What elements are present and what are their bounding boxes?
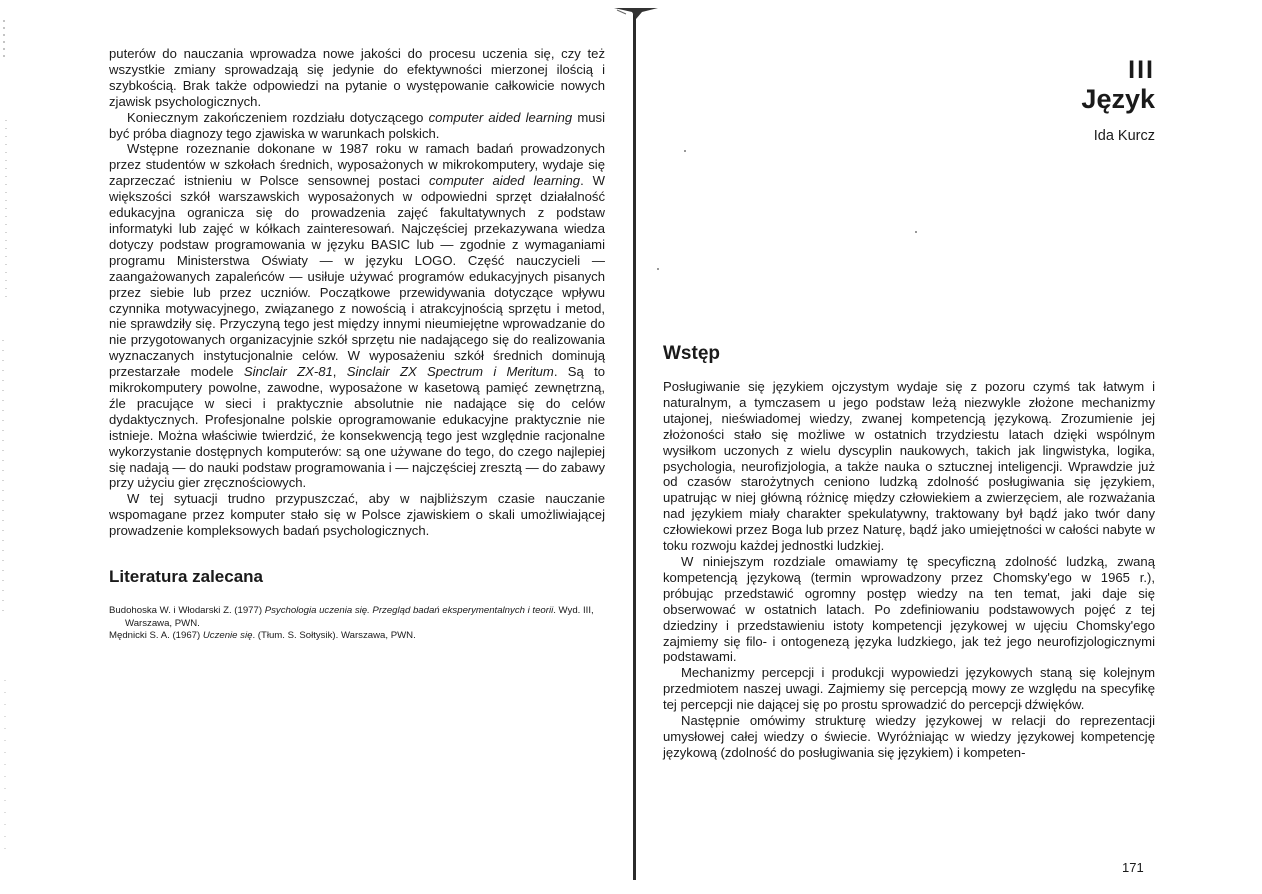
left-paragraph: Wstępne rozeznanie dokonane w 1987 roku w ramach badań prowadzonych przez studentów w szkołach średnich, wyposażonych w mikrokomputery, wydaje się zaprzeczać istnieniu w Polsce sensownej postaci computer aided learning. W większości szkół warszawskich wyposażonych w odpowiedni sprzęt działalność edukacyjna ogranicza się do prowadzenia zajęć fakultatywnych z podstaw informatyki lub zajęć w kółkach zainteresowań. Najczęściej przekazywana wiedza dotyczy podstaw programowania w języku BASIC lub — zgodnie z wymaganiami programu Ministerstwa Oświaty — w języku LOGO. Część nauczycieli — zaangażowanych zapaleńców — usiłuje używać programów edukacyjnych pisanych przez siebie lub przez uczniów. Początkowe przewidywania dotyczące wpływu czynnika motywacyjnego, związanego z nowością i atrakcyjnością sprzętu i metod, nie sprawdziły się. Przyczyną tego jest między innymi nieumiejętne wprowadzanie do nie przygotowanych organizacyjnie szkół sprzętu nie nadającego się do realizowania wyznaczanych instytucjonalnie celów. W wyposażeniu szkół średnich dominują przestarzałe modele Sinclair ZX-81, Sinclair ZX Spectrum i Meritum. Są to mikrokomputery powolne, zawodne, wyposażone w kasetową pamięć zewnętrzną, źle pracujące w sieci i praktycznie absolutnie nie nadające się do celów dydaktycznych. Profesjonalne polskie oprogramowanie edukacyjne praktycznie nie istnieje. Można właściwie twierdzić, że konsekwencją tego jest względnie racjonalne wykorzystanie dostępnych komputerów: są one używane do tego, do czego najlepiej się nadają — do nauki podstaw programowania i — najczęściej zresztą — do zabawy przy użyciu gier zręcznościowych. (109, 141, 605, 491)
chapter-title: Język (1081, 84, 1155, 114)
page-number: 171 (1122, 860, 1144, 875)
right-paragraph: Posługiwanie się językiem ojczystym wydaje się z pozoru czymś tak łatwym i naturalnym, a tymczasem u jego podstaw leżą niezwykle złożone mechanizmy utajonej, nieświadomej wiedzy, zwanej kompetencją językową. Zrozumienie jej złożoności stało się możliwe w ostatnich trzydziestu latach dzięki wspólnym wysiłkom uczonych z wielu dyscyplin naukowych, takich jak lingwistyka, logika, psychologia, neurofizjologia, a także nauka o sztucznej inteligencji. Wprawdzie już od czasów starożytnych ceniono ludzką zdolność posługiwania się językiem, upatrując w niej główną różnicę między człowiekiem a zwierzęciem, ale rozważania nad językiem miały charakter spekulatywny, traktowany był bądź jako twór dany człowiekowi przez Boga lub przez Naturę, bądź jako umiejętności w całości nabyte w toku rozwoju każdej jednostki ludzkiej. (663, 379, 1155, 554)
scan-edge-marks (0, 0, 14, 894)
right-paragraph: Mechanizmy percepcji i produkcji wypowiedzi językowych staną się kolejnym przedmiotem naszej uwagi. Zajmiemy się percepcją mowy ze względu na specyfikę tej percepcji nie dającej się po prostu sprowadzić do percepcji dźwięków. (663, 665, 1155, 713)
right-paragraph: Następnie omówimy strukturę wiedzy językowej w relacji do reprezentacji umysłowej całej wiedzy o świecie. Wyróżniając w wiedzy językowej kompetencję językową (zdolność do posługiwania się językiem) i kompeten- (663, 713, 1155, 760)
section-heading-intro: Wstęp (663, 343, 720, 364)
reference-item: Mędnicki S. A. (1967) Uczenie się. (Tłum. S. Sołtysik). Warszawa, PWN. (109, 630, 416, 642)
right-body-text (663, 379, 1155, 761)
left-paragraph: puterów do nauczania wprowadza nowe jakości do procesu uczenia się, czy też wszystkie zmiany sprowadzają się jedynie do efektywności mierzonej ilością i szybkością. Brak także odpowiedzi na pytanie o występowanie całkowicie nowych zjawisk psychologicznych. (109, 46, 605, 109)
scan-speck (657, 268, 659, 270)
scan-speck (684, 150, 686, 152)
reference-list (109, 605, 605, 643)
scan-speck (915, 231, 917, 233)
right-paragraph: W niniejszym rozdziale omawiamy tę specyficzną zdolność ludzką, zwaną kompetencją językową (termin wprowadzony przez Chomsky'ego w 1965 r.), próbując przedstawić ogromny postęp wiedzy na ten temat, jaki daje się obserwować w ostatnich latach. Po zdefiniowaniu podstawowych pojęć z tej dziedziny i przedstawieniu istoty kompetencji językowej w ujęciu Chomsky'ego zajmiemy się filo- i ontogenezą języka ludzkiego, jak też jego neurofizjologicznymi podstawami. (663, 553, 1155, 665)
reference-item: Budohoska W. i Włodarski Z. (1977) Psychologia uczenia się. Przegląd badań eksperymentalnych i teorii. Wyd. III, Warszawa, PWN. (109, 605, 594, 629)
chapter-author: Ida Kurcz (1093, 128, 1155, 144)
left-text-column (109, 46, 605, 643)
left-body-text (109, 46, 605, 539)
left-paragraph: W tej sytuacji trudno przypuszczać, aby w najbliższym czasie nauczanie wspomagane przez komputer stało się w Polsce zjawiskiem o skali umożliwiającej prowadzenie kompleksowych badań psychologicznych. (109, 491, 605, 539)
left-paragraph: Koniecznym zakończeniem rozdziału dotyczącego computer aided learning musi być próba diagnozy tego zjawiska w warunkach polskich. (109, 109, 605, 141)
section-heading-literature: Literatura zalecana (109, 567, 264, 587)
chapter-number: III (1128, 56, 1155, 84)
